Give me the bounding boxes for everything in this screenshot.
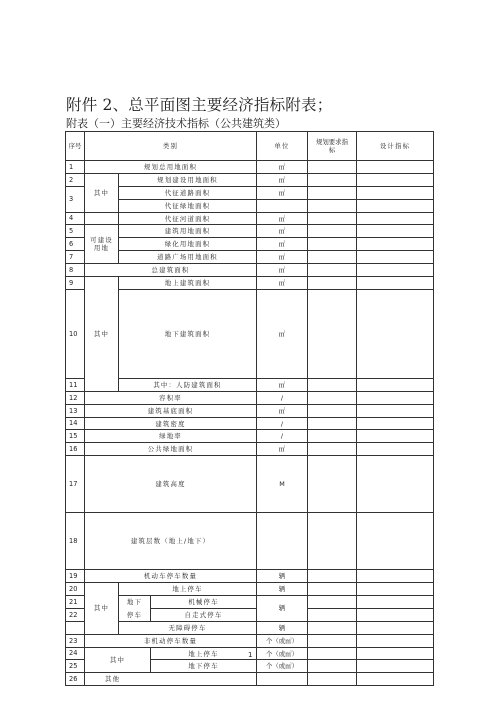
row-number: 16 bbox=[66, 443, 85, 456]
row-unit: ㎡ bbox=[257, 264, 308, 277]
table-row bbox=[66, 238, 434, 251]
table-row bbox=[66, 430, 434, 443]
plan-value bbox=[308, 404, 357, 417]
row-label: 容积率 bbox=[85, 391, 257, 404]
design-value bbox=[357, 212, 434, 225]
design-value bbox=[357, 621, 434, 634]
row-label: 自走式停车 bbox=[151, 608, 257, 621]
design-value bbox=[357, 660, 434, 673]
economic-indicators-table bbox=[65, 131, 434, 686]
row-label: 机械停车 bbox=[151, 596, 257, 609]
table-row bbox=[66, 456, 434, 513]
row-unit: ㎡ bbox=[257, 161, 308, 174]
row-number: 21 bbox=[66, 596, 85, 609]
page-title: 附件 2、总平面图主要经济指标附表； bbox=[66, 96, 333, 114]
row-unit: 个（或㎡） bbox=[257, 634, 308, 647]
row-unit: ㎡ bbox=[257, 212, 308, 225]
row-unit bbox=[257, 513, 308, 570]
design-value bbox=[357, 596, 434, 609]
plan-value bbox=[308, 430, 357, 443]
row-unit bbox=[257, 199, 308, 212]
row-number: 15 bbox=[66, 430, 85, 443]
row-number: 5 bbox=[66, 225, 85, 238]
plan-value bbox=[308, 289, 357, 378]
row-label: 规划建设用地面积 bbox=[119, 173, 257, 186]
row-unit: / bbox=[257, 417, 308, 430]
plan-value bbox=[308, 443, 357, 456]
row-unit: 辆 bbox=[257, 596, 308, 622]
design-value bbox=[357, 583, 434, 596]
plan-value bbox=[308, 199, 357, 212]
table-row bbox=[66, 608, 434, 621]
row-number: 22 bbox=[66, 608, 85, 621]
plan-value bbox=[308, 608, 357, 621]
row-unit: ㎡ bbox=[257, 443, 308, 456]
row-number: 2 bbox=[66, 173, 85, 186]
plan-value bbox=[308, 417, 357, 430]
row-number: 13 bbox=[66, 404, 85, 417]
design-value bbox=[357, 430, 434, 443]
header-category: 类别 bbox=[85, 132, 257, 161]
row-label: 地上停车 bbox=[119, 583, 257, 596]
row-label: 公共绿地面积 bbox=[85, 443, 257, 456]
row-unit: ㎡ bbox=[257, 378, 308, 391]
table-row bbox=[66, 570, 434, 583]
row-label: 绿化用地面积 bbox=[119, 238, 257, 251]
row-unit: ㎡ bbox=[257, 186, 308, 199]
design-value bbox=[357, 404, 434, 417]
design-value bbox=[357, 173, 434, 186]
row-number: 10 bbox=[66, 289, 85, 378]
table-row bbox=[66, 391, 434, 404]
row-unit: 个（或㎡） bbox=[257, 647, 308, 660]
plan-value bbox=[308, 161, 357, 174]
plan-value bbox=[308, 621, 357, 634]
design-value bbox=[357, 673, 434, 686]
row-number: 3 bbox=[66, 186, 85, 212]
plan-value bbox=[308, 583, 357, 596]
row-number: 24 bbox=[66, 647, 85, 660]
row-label: 建筑基底面积 bbox=[85, 404, 257, 417]
design-value bbox=[357, 647, 434, 660]
row-label: 地上建筑面积 bbox=[119, 277, 257, 290]
plan-value bbox=[308, 596, 357, 609]
plan-value bbox=[308, 660, 357, 673]
row-label: 代征绿地面积 bbox=[119, 199, 257, 212]
group-label-tingche: 停车 bbox=[119, 608, 151, 621]
plan-value bbox=[308, 225, 357, 238]
table-row bbox=[66, 199, 434, 212]
design-value bbox=[357, 417, 434, 430]
table-row bbox=[66, 378, 434, 391]
table-row bbox=[66, 513, 434, 570]
table-row bbox=[66, 264, 434, 277]
row-number: 8 bbox=[66, 264, 85, 277]
design-value bbox=[357, 199, 434, 212]
row-unit: / bbox=[257, 391, 308, 404]
group-label-qizhong: 其中 bbox=[85, 173, 119, 212]
row-number bbox=[66, 621, 85, 634]
design-value bbox=[357, 443, 434, 456]
row-number: 18 bbox=[66, 513, 85, 570]
plan-value bbox=[308, 456, 357, 513]
row-unit: ㎡ bbox=[257, 173, 308, 186]
plan-value bbox=[308, 391, 357, 404]
table-row bbox=[66, 212, 434, 225]
row-number: 12 bbox=[66, 391, 85, 404]
plan-value bbox=[308, 634, 357, 647]
row-label: 代征河道面积 bbox=[119, 212, 257, 225]
row-number: 14 bbox=[66, 417, 85, 430]
row-number: 20 bbox=[66, 583, 85, 596]
row-label: 机动车停车数量 bbox=[85, 570, 257, 583]
row-label: 非机动停车数量 bbox=[85, 634, 257, 647]
design-value bbox=[357, 391, 434, 404]
plan-value bbox=[308, 238, 357, 251]
plan-value bbox=[308, 513, 357, 570]
design-value bbox=[357, 251, 434, 264]
plan-value bbox=[308, 378, 357, 391]
row-unit: M bbox=[257, 456, 308, 513]
plan-value bbox=[308, 212, 357, 225]
row-label: 建筑用地面积 bbox=[119, 225, 257, 238]
plan-value bbox=[308, 173, 357, 186]
group-label-kejian: 可建设用地 bbox=[85, 225, 119, 264]
design-value bbox=[357, 289, 434, 378]
plan-value bbox=[308, 251, 357, 264]
table-row bbox=[66, 251, 434, 264]
design-value bbox=[357, 225, 434, 238]
table-row bbox=[66, 161, 434, 174]
row-label: 总建筑面积 bbox=[85, 264, 257, 277]
row-unit: ㎡ bbox=[257, 251, 308, 264]
blank-cell bbox=[85, 212, 119, 225]
design-value bbox=[357, 238, 434, 251]
table-row bbox=[66, 289, 434, 378]
header-seq: 序号 bbox=[66, 132, 85, 161]
table-row bbox=[66, 634, 434, 647]
row-label: 道路广场用地面积 bbox=[119, 251, 257, 264]
row-unit: ㎡ bbox=[257, 238, 308, 251]
design-value bbox=[357, 277, 434, 290]
design-value bbox=[357, 513, 434, 570]
table-row bbox=[66, 443, 434, 456]
header-design: 设计指标 bbox=[357, 132, 434, 161]
row-unit: ㎡ bbox=[257, 404, 308, 417]
plan-value bbox=[308, 673, 357, 686]
design-value bbox=[357, 608, 434, 621]
row-label: 代征道路面积 bbox=[119, 186, 257, 199]
table-row bbox=[66, 277, 434, 290]
row-number: 26 bbox=[66, 673, 85, 686]
plan-value bbox=[308, 264, 357, 277]
table-caption: 附表（一）主要经济技术指标（公共建筑类） bbox=[66, 117, 286, 130]
page-number: 1 bbox=[248, 651, 253, 659]
group-label-qizhong: 其中 bbox=[85, 277, 119, 392]
row-number: 17 bbox=[66, 456, 85, 513]
row-number: 19 bbox=[66, 570, 85, 583]
table-row bbox=[66, 673, 434, 686]
row-label: 建筑密度 bbox=[85, 417, 257, 430]
row-number: 9 bbox=[66, 277, 85, 290]
row-unit: 辆 bbox=[257, 621, 308, 634]
design-value bbox=[357, 570, 434, 583]
row-label: 其他 bbox=[85, 673, 257, 686]
table-row bbox=[66, 173, 434, 186]
plan-value bbox=[308, 647, 357, 660]
design-value bbox=[357, 634, 434, 647]
row-label: 地下停车 bbox=[151, 660, 257, 673]
row-label: 绿地率 bbox=[85, 430, 257, 443]
plan-value bbox=[308, 277, 357, 290]
row-number: 11 bbox=[66, 378, 85, 391]
design-value bbox=[357, 186, 434, 199]
table-row bbox=[66, 417, 434, 430]
row-unit: 辆 bbox=[257, 583, 308, 596]
table-row bbox=[66, 583, 434, 596]
row-label: 其中：人防建筑面积 bbox=[119, 378, 257, 391]
row-number: 1 bbox=[66, 161, 85, 174]
row-label: 地上停车 bbox=[151, 647, 257, 660]
row-unit: / bbox=[257, 430, 308, 443]
row-number: 23 bbox=[66, 634, 85, 647]
table-row bbox=[66, 186, 434, 199]
table-row bbox=[66, 621, 434, 634]
row-label: 建筑高度 bbox=[85, 456, 257, 513]
design-value bbox=[357, 378, 434, 391]
row-label: 无障碍停车 bbox=[119, 621, 257, 634]
group-label-qizhong: 其中 bbox=[85, 583, 119, 635]
row-unit: 辆 bbox=[257, 570, 308, 583]
group-label-qizhong: 其中 bbox=[85, 647, 151, 673]
row-unit: ㎡ bbox=[257, 277, 308, 290]
row-unit: 个（或㎡） bbox=[257, 660, 308, 673]
row-label: 地下建筑面积 bbox=[119, 289, 257, 378]
table-row bbox=[66, 404, 434, 417]
design-value bbox=[357, 456, 434, 513]
group-label-dixia: 地下 bbox=[119, 596, 151, 609]
table-row bbox=[66, 596, 434, 609]
plan-value bbox=[308, 186, 357, 199]
row-label: 建筑层数（地上/地下） bbox=[85, 513, 257, 570]
row-unit: ㎡ bbox=[257, 289, 308, 378]
table-row bbox=[66, 225, 434, 238]
row-unit bbox=[257, 673, 308, 686]
row-unit: ㎡ bbox=[257, 225, 308, 238]
header-plan: 规划要求指标 bbox=[308, 132, 357, 161]
row-number: 6 bbox=[66, 238, 85, 251]
row-number: 4 bbox=[66, 212, 85, 225]
row-number: 25 bbox=[66, 660, 85, 673]
header-row bbox=[66, 132, 434, 161]
design-value bbox=[357, 264, 434, 277]
row-label: 规划总用地面积 bbox=[85, 161, 257, 174]
row-number: 7 bbox=[66, 251, 85, 264]
design-value bbox=[357, 161, 434, 174]
header-unit: 单位 bbox=[257, 132, 308, 161]
plan-value bbox=[308, 570, 357, 583]
